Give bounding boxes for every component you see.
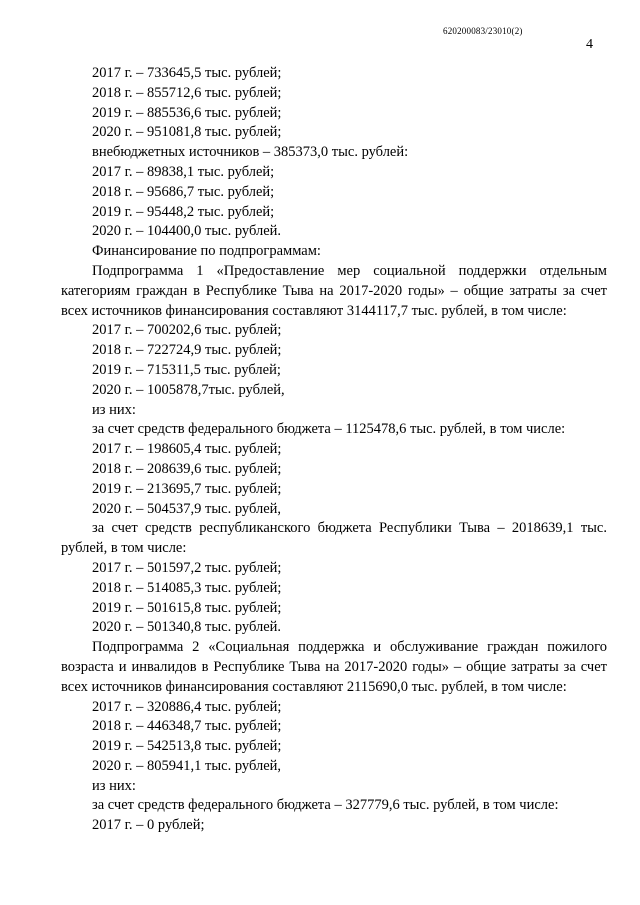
funding-line: 2020 г. – 805941,1 тыс. рублей,	[92, 757, 282, 774]
document-body	[61, 64, 607, 836]
funding-line: 2017 г. – 198605,4 тыс. рублей;	[92, 441, 282, 458]
funding-line: 2018 г. – 446348,7 тыс. рублей;	[92, 718, 282, 735]
funding-line: 2019 г. – 95448,2 тыс. рублей;	[92, 203, 275, 220]
federal-budget-line: за счет средств федерального бюджета – 1125478,6 тыс. рублей, в том числе:	[92, 421, 566, 438]
funding-line: 2018 г. – 208639,6 тыс. рублей;	[92, 460, 282, 477]
page-number: 4	[586, 37, 593, 52]
funding-line: 2020 г. – 504537,9 тыс. рублей,	[92, 500, 282, 517]
funding-line: 2019 г. – 501615,8 тыс. рублей;	[92, 599, 282, 616]
funding-line: 2018 г. – 855712,6 тыс. рублей;	[92, 84, 282, 101]
subprogram-1-paragraph: Подпрограмма 1 «Предоставление мер социальной поддержки отдельным категориям граждан в Республике Тыва на 2017-2020 годы» – общие затраты за счет всех источников финансирования составляют 3144117,7 тыс. рублей, в том числе:	[61, 262, 607, 319]
funding-line: 2020 г. – 501340,8 тыс. рублей.	[92, 619, 282, 636]
funding-line: 2019 г. – 213695,7 тыс. рублей;	[92, 480, 282, 497]
funding-line: 2020 г. – 951081,8 тыс. рублей;	[92, 124, 282, 141]
funding-line: 2017 г. – 700202,6 тыс. рублей;	[92, 322, 282, 339]
funding-line: 2018 г. – 722724,9 тыс. рублей;	[92, 342, 282, 359]
funding-line: 2017 г. – 0 рублей;	[92, 817, 205, 834]
of-them-label: из них:	[92, 777, 136, 794]
of-them-label: из них:	[92, 401, 136, 418]
funding-line: 2017 г. – 89838,1 тыс. рублей;	[92, 163, 275, 180]
document-code: 620200083/23010(2)	[443, 26, 523, 36]
funding-line: 2020 г. – 1005878,7тыс. рублей,	[92, 381, 285, 398]
republican-budget-paragraph: за счет средств республиканского бюджета Республики Тыва – 2018639,1 тыс. рублей, в том числе:	[61, 520, 607, 557]
subprogram-2-paragraph: Подпрограмма 2 «Социальная поддержка и обслуживание граждан пожилого возраста и инвалидов в Республике Тыва на 2017-2020 годы» – общие затраты за счет всех источников финансирования составляют 2115690,0 тыс. рублей, в том числе:	[61, 639, 607, 695]
funding-line: 2017 г. – 733645,5 тыс. рублей;	[92, 65, 282, 81]
funding-line: 2017 г. – 501597,2 тыс. рублей;	[92, 559, 282, 576]
funding-line: 2020 г. – 104400,0 тыс. рублей.	[92, 223, 282, 240]
funding-line: 2019 г. – 542513,8 тыс. рублей;	[92, 738, 282, 755]
funding-line: 2018 г. – 514085,3 тыс. рублей;	[92, 579, 282, 596]
extrabudgetary-heading: внебюджетных источников – 385373,0 тыс. рублей:	[92, 144, 409, 161]
funding-line: 2019 г. – 715311,5 тыс. рублей;	[92, 361, 281, 378]
funding-line: 2019 г. – 885536,6 тыс. рублей;	[92, 104, 282, 121]
subprograms-heading: Финансирование по подпрограммам:	[92, 243, 321, 260]
funding-line: 2018 г. – 95686,7 тыс. рублей;	[92, 183, 275, 200]
funding-line: 2017 г. – 320886,4 тыс. рублей;	[92, 698, 282, 715]
federal-budget-line: за счет средств федерального бюджета – 327779,6 тыс. рублей, в том числе:	[92, 797, 559, 814]
